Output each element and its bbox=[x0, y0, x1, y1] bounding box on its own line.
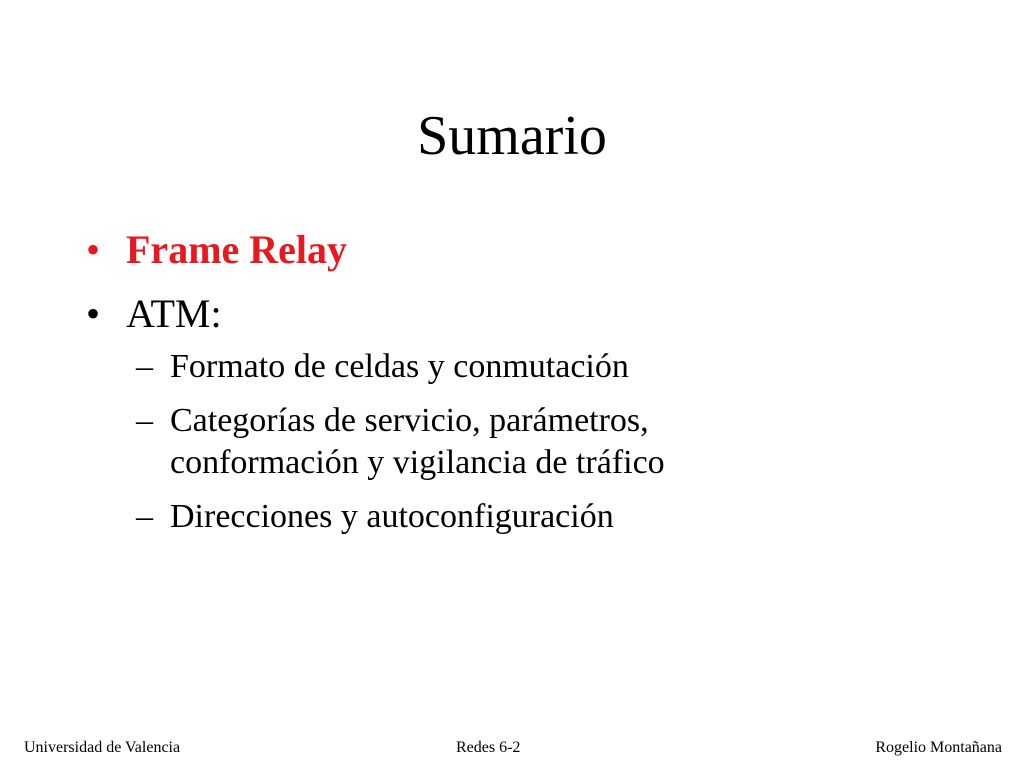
footer-slide-number: Redes 6-2 bbox=[456, 739, 521, 756]
sub-item-addresses bbox=[136, 496, 614, 538]
sub-item-text: Categorías de servicio, parámetros, bbox=[170, 402, 649, 439]
sub-item-text-continuation: conformación y vigilancia de tráfico bbox=[170, 444, 665, 481]
sub-item-cell-format bbox=[136, 346, 629, 388]
sub-item-marker: – bbox=[136, 402, 153, 439]
bullet-marker: • bbox=[86, 227, 101, 272]
footer-author: Rogelio Montañana bbox=[875, 739, 1002, 756]
bullet-atm bbox=[86, 290, 222, 338]
sub-item-service-categories bbox=[136, 400, 665, 484]
sub-item-text: Direcciones y autoconfiguración bbox=[170, 498, 614, 535]
bullet-text: Frame Relay bbox=[126, 227, 348, 272]
sub-item-text: Formato de celdas y conmutación bbox=[170, 348, 629, 385]
bullet-text: ATM: bbox=[126, 291, 222, 336]
sub-item-marker: – bbox=[136, 498, 153, 535]
footer-institution: Universidad de Valencia bbox=[24, 739, 181, 756]
bullet-frame-relay bbox=[86, 226, 347, 274]
slide-title: Sumario bbox=[417, 105, 607, 167]
bullet-marker: • bbox=[86, 291, 101, 336]
sub-item-marker: – bbox=[136, 348, 153, 385]
